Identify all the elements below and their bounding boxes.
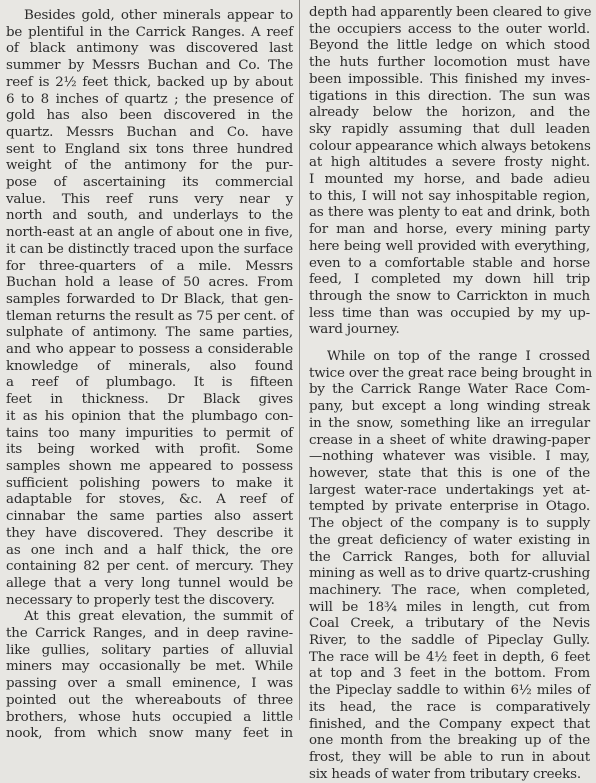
text-line: —nothing whatever was visible. I may, bbox=[309, 449, 590, 465]
text-line: its being worked with profit. Some bbox=[6, 442, 293, 458]
text-line: At this great elevation, the summit of bbox=[24, 609, 293, 625]
text-line: one month from the breaking up of the bbox=[309, 733, 590, 749]
text-line: by the Carrick Range Water Race Com- bbox=[309, 382, 590, 398]
text-line: they have discovered. They describe it bbox=[6, 525, 293, 541]
text-line: cinnabar the same parties also assert bbox=[6, 509, 293, 525]
left-column bbox=[0, 0, 299, 742]
paragraph-minerals bbox=[6, 8, 293, 609]
text-line: brothers, whose huts occupied a little bbox=[6, 709, 293, 725]
text-line: a reef of plumbago. It is fifteen bbox=[6, 375, 293, 391]
text-line: it can be distinctly traced upon the surface bbox=[6, 241, 293, 257]
text-line: for man and horse, every mining party bbox=[309, 222, 590, 238]
text-line: value. This reef runs very near y bbox=[6, 191, 293, 207]
text-line: through the snow to Carrickton in much bbox=[309, 288, 590, 304]
text-line: even to a comfortable stable and horse bbox=[309, 255, 590, 271]
text-line: the Pipeclay saddle to within 6½ miles of bbox=[309, 683, 590, 699]
text-line: as one inch and a half thick, the ore bbox=[6, 542, 293, 558]
text-line: River, to the saddle of Pipeclay Gully. bbox=[309, 633, 590, 649]
text-line: the occupiers access to the outer world. bbox=[309, 21, 590, 37]
text-line: been impossible. This finished my inves- bbox=[309, 71, 590, 87]
text-line: pose of ascertaining its commercial bbox=[6, 175, 293, 191]
text-line: like gullies, solitary parties of alluvial bbox=[6, 642, 293, 658]
text-line: it as his opinion that the plumbago con- bbox=[6, 408, 293, 424]
text-line: tleman returns the result as 75 per cent. of bbox=[6, 308, 294, 324]
text-line: crease in a sheet of white drawing-paper bbox=[309, 432, 590, 448]
text-line: Buchan hold a lease of 50 acres. From bbox=[6, 275, 293, 291]
text-line: north and south, and underlays to the bbox=[6, 208, 293, 224]
right-column bbox=[302, 0, 596, 782]
text-line: already below the horizon, and the bbox=[309, 105, 590, 121]
text-line: ward journey. bbox=[309, 322, 400, 338]
text-line: mining as well as to drive quartz-crushing bbox=[309, 566, 590, 582]
text-line: the Carrick Ranges, both for alluvial bbox=[309, 549, 590, 565]
text-line: feet in thickness. Dr Black gives bbox=[6, 392, 293, 408]
text-line: its head, the race is comparatively bbox=[309, 699, 590, 715]
text-line: as there was plenty to eat and drink, both bbox=[309, 205, 590, 221]
column-divider bbox=[299, 0, 300, 720]
text-line: I mounted my horse, and bade adieu bbox=[309, 172, 590, 188]
text-line: miners may occasionally be met. While bbox=[6, 659, 293, 675]
text-line: the great deficiency of water existing in bbox=[309, 532, 590, 548]
text-line: samples forwarded to Dr Black, that gen- bbox=[6, 291, 293, 307]
text-line: the huts further locomotion must have bbox=[309, 55, 590, 71]
text-line: Beyond the little ledge on which stood bbox=[309, 38, 590, 54]
text-line: however, state that this is one of the bbox=[309, 465, 590, 481]
text-line: and who appear to possess a considerable bbox=[6, 342, 293, 358]
text-line: allege that a very long tunnel would be bbox=[6, 575, 293, 591]
paragraph-water-race bbox=[309, 349, 593, 783]
text-line: samples shown me appeared to possess bbox=[6, 458, 293, 474]
text-line: for three-quarters of a mile. Messrs bbox=[6, 258, 293, 274]
text-line: reef is 2½ feet thick, backed up by about bbox=[6, 74, 293, 90]
text-line: The object of the company is to supply bbox=[309, 516, 590, 532]
text-line: at top and 3 feet in the bottom. From bbox=[309, 666, 590, 682]
text-line: here being well provided with everything, bbox=[309, 238, 590, 254]
paragraph-journey bbox=[309, 5, 590, 339]
text-line: containing 82 per cent. of mercury. They bbox=[6, 559, 293, 575]
text-line: frost, they will be able to run in about bbox=[309, 749, 590, 765]
text-line: summer by Messrs Buchan and Co. The bbox=[6, 58, 293, 74]
paragraph-gap bbox=[309, 339, 590, 349]
text-line: finished, and the Company expect that bbox=[309, 716, 590, 732]
text-line: sufficient polishing powers to make it bbox=[6, 475, 293, 491]
text-line: colour appearance which always betokens bbox=[309, 138, 591, 154]
text-line: Besides gold, other minerals appear to bbox=[24, 8, 293, 23]
text-line: be plentiful in the Carrick Ranges. A reef bbox=[6, 24, 293, 40]
text-line: less time than was occupied by my up- bbox=[309, 305, 590, 321]
text-line: twice over the great race being brought in bbox=[309, 365, 593, 381]
text-line: will be 18¾ miles in length, cut from bbox=[309, 599, 590, 615]
text-line: feed, I completed my down hill trip bbox=[309, 272, 590, 288]
text-line: sulphate of antimony. The same parties, bbox=[6, 325, 293, 341]
text-line: passing over a small eminence, I was bbox=[6, 676, 293, 692]
text-line: Coal Creek, a tributary of the Nevis bbox=[309, 616, 590, 632]
text-line: tains too many impurities to permit of bbox=[6, 425, 293, 441]
text-line: in the snow, something like an irregular bbox=[309, 415, 590, 431]
text-line: of black antimony was discovered last bbox=[6, 41, 293, 57]
text-line: largest water-race undertakings yet at- bbox=[309, 482, 590, 498]
text-line: sent to England six tons three hundred bbox=[6, 141, 293, 157]
text-line: six heads of water from tributary creeks. bbox=[309, 766, 581, 782]
text-line: gold has also been discovered in the bbox=[6, 108, 293, 124]
text-line: depth had apparently been cleared to give bbox=[309, 5, 592, 20]
text-line: machinery. The race, when completed, bbox=[309, 582, 590, 598]
text-line: tigations in this direction. The sun was bbox=[309, 88, 590, 104]
text-line: tempted by private enterprise in Otago. bbox=[309, 499, 590, 515]
text-line: adaptable for stoves, &c. A reef of bbox=[6, 492, 293, 508]
text-line: necessary to properly test the discovery. bbox=[6, 592, 275, 608]
paragraph-elevation bbox=[6, 609, 293, 743]
text-line: pany, but except a long winding streak bbox=[309, 399, 590, 415]
text-line: sky rapidly assuming that dull leaden bbox=[309, 121, 590, 137]
text-line: nook, from which snow many feet in bbox=[6, 726, 293, 742]
text-line: the Carrick Ranges, and in deep ravine- bbox=[6, 626, 293, 642]
text-line: While on top of the range I crossed bbox=[327, 349, 590, 365]
text-line: at high altitudes a severe frosty night. bbox=[309, 155, 590, 171]
text-line: knowledge of minerals, also found bbox=[6, 358, 293, 374]
text-line: to this, I will not say inhospitable region, bbox=[309, 188, 590, 204]
text-line: weight of the antimony for the pur- bbox=[6, 158, 293, 174]
text-line: 6 to 8 inches of quartz ; the presence of bbox=[6, 91, 293, 107]
text-line: north-east at an angle of about one in five, bbox=[6, 225, 293, 241]
text-line: quartz. Messrs Buchan and Co. have bbox=[6, 124, 293, 140]
text-line: pointed out the whereabouts of three bbox=[6, 692, 293, 708]
text-line: The race will be 4½ feet in depth, 6 feet bbox=[309, 649, 590, 665]
